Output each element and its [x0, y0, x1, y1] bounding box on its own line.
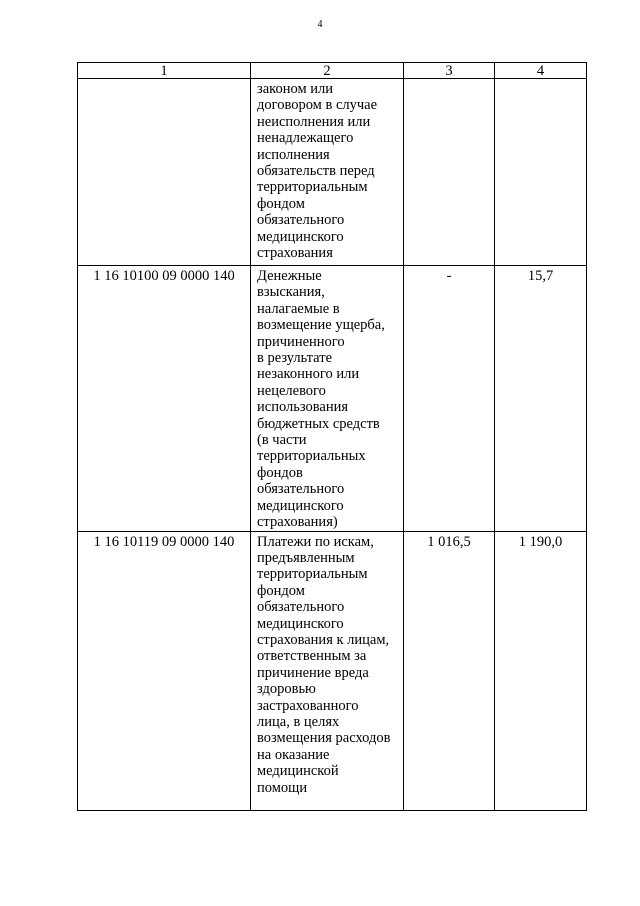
value-col-3: 1 016,5: [404, 531, 495, 810]
name-line: причинение вреда: [257, 664, 369, 681]
page-number: 4: [317, 19, 323, 30]
name-line: страхования к лицам,: [257, 631, 390, 648]
name-line: причиненного: [257, 333, 345, 350]
code-cell: 1 16 10100 09 0000 140: [78, 266, 251, 532]
name-line: фондом: [257, 195, 305, 212]
name-line: медицинского: [257, 497, 344, 514]
name-line: территориальным: [257, 566, 368, 583]
name-line: на оказание: [257, 746, 330, 763]
name-line: медицинского: [257, 228, 344, 245]
header-col-1: 1: [78, 63, 251, 79]
value-col-4: 1 190,0: [495, 531, 587, 810]
code-cell: 1 16 10119 09 0000 140: [78, 531, 251, 810]
name-line: обязательств перед: [257, 163, 375, 180]
name-line: взыскания,: [257, 284, 325, 301]
name-line: предъявленным: [257, 549, 355, 566]
name-line: ответственным за: [257, 648, 367, 665]
name-line: бюджетных средств: [257, 415, 380, 432]
name-line: в результате: [257, 350, 333, 367]
name-line: возмещения расходов: [257, 730, 391, 747]
name-line: обязательного: [257, 212, 345, 229]
table-row: [78, 79, 587, 266]
name-line: законом или: [257, 81, 334, 97]
name-line: Денежные: [257, 268, 322, 284]
budget-table: [77, 62, 587, 811]
name-line: использования: [257, 399, 349, 416]
name-cell: [251, 531, 404, 810]
name-line: Платежи по искам,: [257, 533, 374, 550]
header-col-4: 4: [495, 63, 587, 79]
header-col-2: 2: [251, 63, 404, 79]
name-line: здоровью: [257, 681, 316, 698]
table-row: [78, 266, 587, 532]
name-line: лица, в целях: [257, 713, 340, 730]
name-cell: [251, 79, 404, 266]
name-line: незаконного или: [257, 366, 360, 383]
name-line: застрахованного: [257, 697, 359, 714]
name-line: (в части: [257, 432, 307, 449]
name-line: обязательного: [257, 481, 345, 498]
name-line: налагаемые в: [257, 300, 340, 317]
table-row: [78, 531, 587, 810]
name-line: медицинской: [257, 763, 339, 780]
name-line: территориальным: [257, 179, 368, 196]
name-line: исполнения: [257, 146, 330, 163]
code-cell: [78, 79, 251, 266]
value-col-3: -: [404, 266, 495, 532]
value-col-3: [404, 79, 495, 266]
name-line: страхования: [257, 245, 333, 262]
name-line: фондов: [257, 464, 303, 481]
name-line: медицинского: [257, 615, 344, 632]
table-header-row: [78, 63, 587, 79]
name-line: фондом: [257, 582, 305, 599]
name-line: нецелевого: [257, 382, 326, 399]
name-line: страхования): [257, 514, 338, 531]
name-line: неисполнения или: [257, 113, 371, 130]
header-col-3: 3: [404, 63, 495, 79]
name-line: ненадлежащего: [257, 130, 354, 147]
name-line: договором в случае: [257, 97, 378, 114]
value-col-4: [495, 79, 587, 266]
value-col-4: 15,7: [495, 266, 587, 532]
name-line: обязательного: [257, 599, 345, 616]
name-cell: [251, 266, 404, 532]
name-line: помощи: [257, 779, 308, 796]
name-line: возмещение ущерба,: [257, 317, 385, 334]
name-line: территориальных: [257, 448, 366, 465]
